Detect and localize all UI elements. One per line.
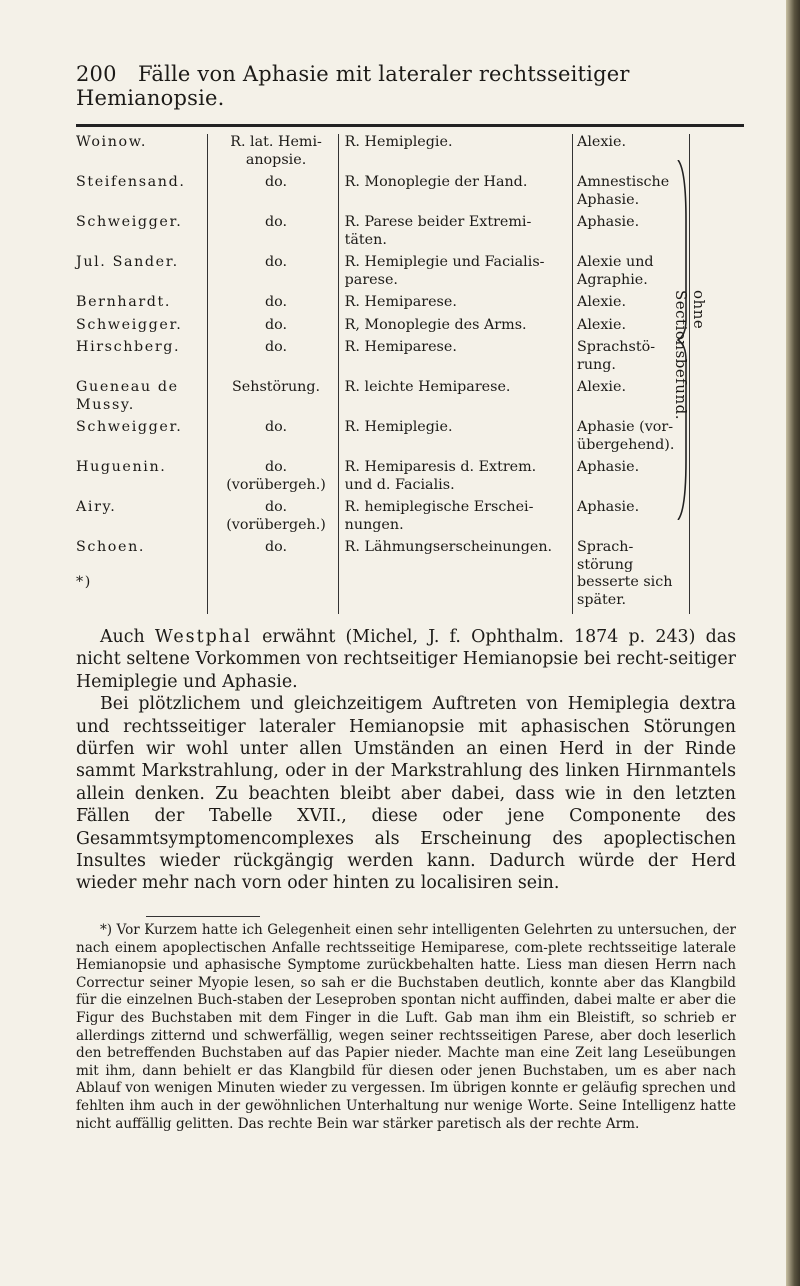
footnote	[76, 922, 736, 1133]
visual-field: do.	[208, 339, 338, 379]
section-cell	[690, 459, 744, 499]
visual-field: do.	[208, 214, 338, 254]
hemiplegia: R. Monoplegie der Hand.	[338, 174, 572, 214]
page-edge	[786, 0, 800, 1286]
case-author: Woinow.	[76, 134, 148, 150]
header-rule	[76, 124, 744, 127]
paragraph-1: Auch Westphal erwähnt (Michel, J. f. Ophthalm. 1874 p. 243) das nicht seltene Vorkommen von rechtseitiger Hemianopsie bei recht-seitiger Hemiplegie und Aphasie.	[76, 627, 736, 692]
hemiplegia: R. Parese beider Extremi- täten.	[338, 214, 572, 254]
aphasia-type: Alexie.	[573, 317, 690, 340]
table-row	[76, 539, 744, 614]
table-row	[76, 379, 744, 419]
hemiplegia: R. Hemiplegie.	[338, 419, 572, 459]
aphasia-type: Aphasie.	[573, 214, 690, 254]
section-cell	[690, 134, 744, 174]
section-cell	[690, 539, 744, 614]
table-row	[76, 317, 744, 340]
visual-field: R. lat. Hemi- anopsie.	[208, 134, 338, 174]
table-row	[76, 339, 744, 379]
case-author: Schweigger.	[76, 214, 183, 230]
aphasia-type: Alexie und Agraphie.	[573, 254, 690, 294]
hemiplegia: R. Hemiparese.	[338, 339, 572, 379]
visual-field: do. (vorübergeh.)	[208, 499, 338, 539]
table-row	[76, 134, 744, 174]
page-number: 200	[76, 62, 117, 86]
table-row	[76, 294, 744, 317]
table-row	[76, 419, 744, 459]
hemiplegia: R, Monoplegie des Arms.	[338, 317, 572, 340]
visual-field: Sehstörung.	[208, 379, 338, 419]
case-author: Steifensand.	[76, 174, 186, 190]
aphasia-type: Alexie.	[573, 379, 690, 419]
case-author: Schweigger.	[76, 316, 183, 333]
case-author: Jul. Sander.	[76, 254, 179, 270]
section-cell	[690, 254, 744, 294]
table-row	[76, 459, 744, 499]
visual-field: do. (vorübergeh.)	[208, 459, 338, 499]
aphasia-type: Sprach- störung besserte sich später.	[573, 539, 690, 614]
aphasia-type: Aphasie (vor- übergehend).	[573, 419, 690, 459]
aphasia-type: Alexie.	[573, 294, 690, 317]
hemiplegia: R. Hemiplegie und Facialis- parese.	[338, 254, 572, 294]
aphasia-type: Aphasie.	[573, 499, 690, 539]
table-row	[76, 499, 744, 539]
hemiplegia: R. Hemiparesis d. Extrem. und d. Facialis.	[338, 459, 572, 499]
table-row	[76, 174, 744, 214]
hemiplegia: R. Hemiplegie.	[338, 134, 572, 174]
running-header	[76, 62, 696, 110]
visual-field: do.	[208, 419, 338, 459]
aphasia-type: Alexie.	[573, 134, 690, 174]
running-title: Fälle von Aphasie mit lateraler rechtsseitiger Hemianopsie.	[76, 62, 630, 110]
hemiplegia: R. Hemiparese.	[338, 294, 572, 317]
aphasia-type: Amnestische Aphasie.	[573, 174, 690, 214]
visual-field: do.	[208, 174, 338, 214]
section-cell	[690, 174, 744, 214]
case-table	[76, 134, 744, 614]
table-row	[76, 214, 744, 254]
visual-field: do.	[208, 254, 338, 294]
table-row	[76, 254, 744, 294]
section-note: ohne Sectionsbefund.	[672, 290, 708, 420]
case-author: Schoen. *)	[76, 539, 146, 590]
footnote-rule	[146, 916, 260, 917]
aphasia-type: Aphasie.	[573, 459, 690, 499]
case-author: Gueneau de Mussy.	[76, 379, 179, 413]
author-name: Westphal	[154, 627, 252, 647]
case-author: Hirschberg.	[76, 339, 181, 355]
visual-field: do.	[208, 317, 338, 340]
footnote-text: *) Vor Kurzem hatte ich Gelegenheit einen sehr intelligenten Gelehrten zu untersuchen, der nach einem apoplectischen Anfalle rechtsseitige Hemiparese, com-plete rechtsseitige laterale Hemianopsie und aphasische Symptome zurückbehalten hatte. Liess man diesen Herrn nach Correctur seiner Myopie lesen, so sah er die Buchstaben deutlich, konnte aber das Klangbild für die einzelnen Buch-staben der Leseproben spontan nicht auffinden, dabei malte er aber die Figur des Buchstaben mit dem Finger in die Luft. Gab man ihm ein Bleistift, so schrieb er allerdings zitternd und schwerfällig, wegen seiner rechtsseitigen Parese, aber doch leserlich den betreffenden Buchstaben auf das Papier nieder. Machte man eine Zeit lang Leseübungen mit ihm, dann behielt er das Klangbild für diesen oder jenen Buchstaben, um es aber nach Ablauf von wenigen Minuten wieder zu vergessen. Im übrigen konnte er geläufig sprechen und fehlten ihm auch in der gewöhnlichen Unterhaltung nur wenige Worte. Seine Intelligenz hatte nicht auffällig gelitten. Das rechte Bein war stärker paretisch als der rechte Arm.	[76, 922, 736, 1132]
case-author: Airy.	[76, 499, 117, 515]
visual-field: do.	[208, 294, 338, 317]
case-author: Huguenin.	[76, 459, 167, 475]
section-cell	[690, 214, 744, 254]
visual-field: do.	[208, 539, 338, 614]
hemiplegia: R. hemiplegische Erschei- nungen.	[338, 499, 572, 539]
main-text	[76, 626, 736, 895]
hemiplegia: R. Lähmungserscheinungen.	[338, 539, 572, 614]
case-author: Bernhardt.	[76, 294, 172, 310]
paragraph-2: Bei plötzlichem und gleichzeitigem Auftreten von Hemiplegia dextra und rechtsseitiger lateraler Hemianopsie mit aphasischen Störungen dürfen wir wohl unter allen Umständen an einen Herd in der Rinde sammt Markstrahlung, oder in der Markstrahlung des linken Hirnmantels allein denken. Zu beachten bleibt aber dabei, dass wie in den letzten Fällen der Tabelle XVII., diese oder jene Componente des Gesammtsymptomencomplexes als Erscheinung des apoplectischen Insultes wieder rückgängig werden kann. Dadurch würde der Herd wieder mehr nach vorn oder hinten zu localisiren sein.	[76, 694, 736, 894]
aphasia-type: Sprachstö- rung.	[573, 339, 690, 379]
hemiplegia: R. leichte Hemiparese.	[338, 379, 572, 419]
section-cell	[690, 499, 744, 539]
case-author: Schweigger.	[76, 419, 183, 435]
